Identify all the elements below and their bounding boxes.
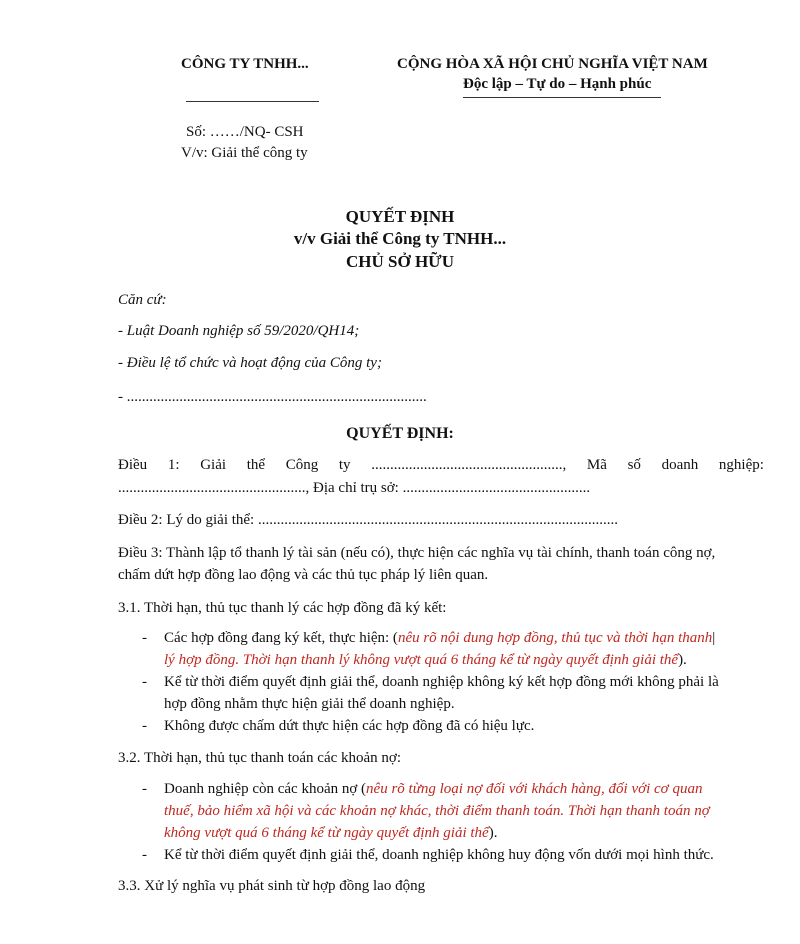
basis-item: - Luật Doanh nghiệp số 59/2020/QH14;: [118, 323, 360, 339]
article-1-word: nghiệp:: [718, 457, 764, 473]
article-1-line-1: [118, 457, 764, 474]
bullet-dash: -: [142, 718, 147, 734]
note-text: lý hợp đồng. Thời hạn thanh lý không vượt quá 6 tháng kể từ ngày quyết định giải thể: [164, 652, 679, 668]
nation-title: CỘNG HÒA XÃ HỘI CHỦ NGHĨA VIỆT NAM: [397, 56, 708, 72]
bullet-dash: -: [142, 630, 147, 646]
article-1-word: doanh: [661, 457, 699, 473]
note-text: nêu rõ nội dung hợp đồng, thủ tục và thời hạn thanh: [397, 630, 713, 646]
article-1-word: số: [627, 457, 641, 473]
article-1-word: thể: [246, 457, 266, 473]
motto: Độc lập – Tự do – Hạnh phúc: [463, 76, 652, 92]
bullet-text: ).: [488, 825, 498, 841]
basis-item: - ................................................................................: [118, 389, 427, 405]
article-1-word: 1:: [167, 457, 180, 473]
section-3-3-heading: 3.3. Xử lý nghĩa vụ phát sinh từ hợp đồng lao động: [118, 878, 426, 894]
document-number: Số: ……/NQ- CSH: [186, 124, 304, 140]
article-3-line-1: Điều 3: Thành lập tổ thanh lý tài sản (nếu có), thực hiện các nghĩa vụ tài chính, thanh toán công nợ,: [118, 545, 716, 561]
bullet-dash: -: [142, 781, 147, 797]
bullet-dash: -: [142, 674, 147, 690]
title-decision: QUYẾT ĐỊNH: [345, 207, 455, 226]
section-3-2-bullet-1-line-1: [164, 781, 702, 798]
article-1-word: Điều: [118, 457, 148, 473]
bullet-text: Doanh nghiệp còn các khoản nợ (: [164, 781, 367, 797]
article-1-word: ty: [338, 457, 351, 473]
title-owner: CHỦ SỞ HỮU: [346, 252, 454, 271]
basis-label: Căn cứ:: [118, 292, 167, 308]
company-underline: [186, 101, 319, 102]
article-1-word: Giải: [200, 457, 227, 473]
section-3-1-bullet-2-line-2: hợp đồng nhằm thực hiện giải thể doanh nghiệp.: [164, 696, 455, 712]
section-3-1-bullet-1-line-1: Các hợp đồng đang ký kết, thực hiện: (nêu rõ nội dung hợp đồng, thủ tục và thời hạn thanh|: [164, 630, 716, 646]
bullet-text: ).: [678, 652, 687, 668]
document-regarding: V/v: Giải thể công ty: [181, 145, 308, 161]
motto-underline: [463, 97, 661, 98]
article-1-word: Công: [285, 457, 319, 473]
note-text: không vượt quá 6 tháng kể từ ngày quyết định giải thể: [164, 825, 489, 841]
article-1-line-2: .................................................., Địa chỉ trụ sở: ..................................................: [118, 480, 591, 496]
bullet-text: Các hợp đồng đang ký kết, thực hiện: (: [164, 630, 398, 646]
basis-item: - Điều lệ tổ chức và hoạt động của Công ty;: [118, 355, 382, 371]
section-3-1-bullet-3: Không được chấm dứt thực hiện các hợp đồng đã có hiệu lực.: [164, 718, 535, 734]
section-3-2-bullet-1-line-2: [164, 803, 710, 820]
section-3-1-bullet-2-line-1: Kể từ thời điểm quyết định giải thể, doanh nghiệp không ký kết hợp đồng mới không phải là: [164, 674, 719, 690]
article-2: Điều 2: Lý do giải thể: ................................................................................................: [118, 512, 618, 528]
article-3-line-2: chấm dứt hợp đồng lao động và các thủ tục pháp lý liên quan.: [118, 567, 489, 583]
note-text: nêu rõ từng loại nợ đối với khách hàng, đối với cơ quan: [366, 781, 703, 797]
section-3-2-heading: 3.2. Thời hạn, thủ tục thanh toán các khoản nợ:: [118, 750, 402, 766]
bullet-dash: -: [142, 847, 147, 863]
company-name: CÔNG TY TNHH...: [181, 56, 309, 72]
article-1-word: ...................................................,: [371, 457, 567, 473]
section-3-2-bullet-2: Kể từ thời điểm quyết định giải thể, doanh nghiệp không huy động vốn dưới mọi hình thức.: [164, 847, 714, 863]
title-subject: v/v Giải thể Công ty TNHH...: [293, 229, 507, 248]
section-3-1-bullet-1-line-2: [164, 652, 687, 669]
decision-heading: QUYẾT ĐỊNH:: [346, 425, 454, 442]
section-3-1-heading: 3.1. Thời hạn, thủ tục thanh lý các hợp đồng đã ký kết:: [118, 600, 447, 616]
section-3-2-bullet-1-line-3: [164, 825, 497, 842]
note-text: thuế, bảo hiểm xã hội và các khoản nợ khác, thời điểm thanh toán. Thời hạn thanh toán nợ: [164, 803, 710, 819]
article-1-word: Mã: [586, 457, 607, 473]
